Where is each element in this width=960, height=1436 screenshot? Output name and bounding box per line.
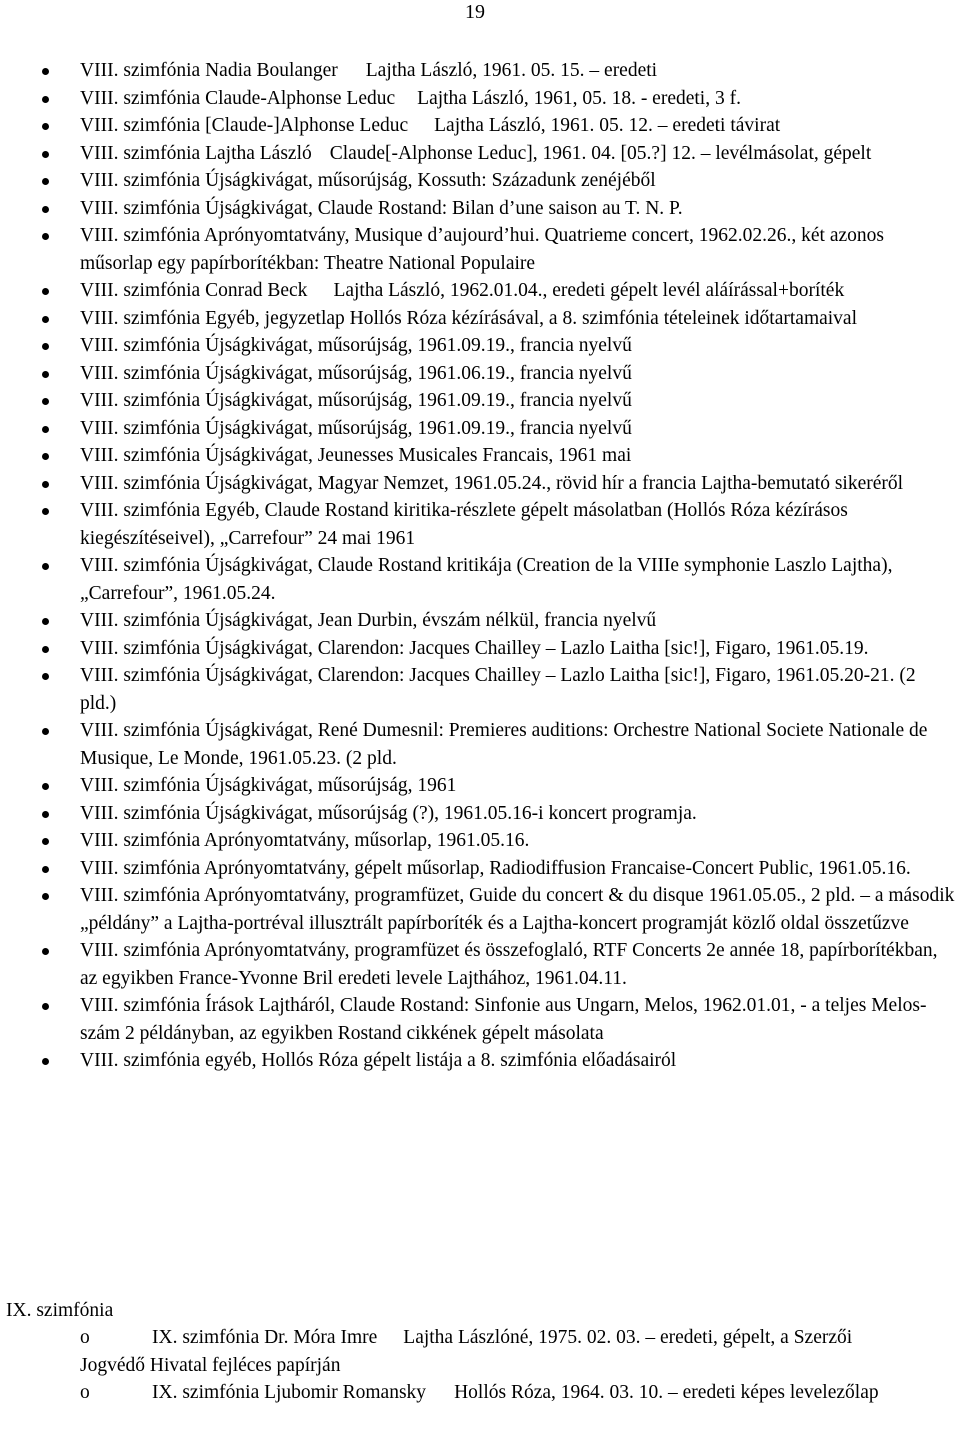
item-text: VIII. szimfónia Újságkivágat, Jean Durbin, évszám nélkül, francia nyelvű <box>80 610 657 631</box>
item-text: VIII. szimfónia Conrad Beck <box>80 280 308 301</box>
list-item <box>0 855 960 883</box>
item-text: VIII. szimfónia Aprónyomtatvány, programfüzet és összefoglaló, RTF Concerts 2e année 18, papírborítékban, az egyikben France-Yvonne Bril eredeti levele Lajthához, 1961.04.11. <box>80 940 938 989</box>
list-item <box>0 112 960 140</box>
list-item <box>0 360 960 388</box>
list-item <box>0 140 960 168</box>
list-item <box>0 305 960 333</box>
list-item <box>0 497 960 552</box>
list-item <box>0 717 960 772</box>
section-heading: IX. szimfónia <box>6 1300 114 1321</box>
item-text: VIII. szimfónia Aprónyomtatvány, Musique d’aujourd’hui. Quatrieme concert, 1962.02.26., két azonos műsorlap egy papírborítékban: Theatre National Populaire <box>80 225 884 274</box>
item-text-cont: Lajtha László, 1961, 05. 18. - eredeti, 3 f. <box>417 87 741 109</box>
item-text-cont: Lajtha Lászlóné, 1975. 02. 03. – eredeti, gépelt, a Szerzői Jogvédő Hivatal fejléces papírján <box>80 1327 853 1376</box>
list-item <box>0 167 960 195</box>
list-item <box>0 882 960 937</box>
bullet-list <box>0 57 960 1075</box>
item-text: VIII. szimfónia Újságkivágat, Clarendon: Jacques Chailley – Lazlo Laitha [sic!], Figaro, 1961.05.19. <box>80 637 869 659</box>
item-text: VIII. szimfónia Újságkivágat, műsorújság, 1961.09.19., francia nyelvű <box>80 335 632 356</box>
list-item <box>0 442 960 470</box>
item-text: VIII. szimfónia Claude-Alphonse Leduc <box>80 87 396 109</box>
item-text-cont: Lajtha László, 1961. 05. 15. – eredeti <box>365 60 658 81</box>
item-text: VIII. szimfónia Egyéb, jegyzetlap Hollós Róza kézírásával, a 8. szimfónia tételeinek időtartamaival <box>80 307 858 329</box>
sub-list-item <box>0 1379 960 1407</box>
item-text: VIII. szimfónia Újságkivágat, René Dumesnil: Premieres auditions: Orchestre National Societe Nationale de Musique, Le Monde, 1961.05.23. (2 pld. <box>80 720 928 769</box>
list-item <box>0 992 960 1047</box>
item-text-cont: Lajtha László, 1962.01.04., eredeti gépelt levél aláírással+boríték <box>333 280 845 301</box>
item-text: VIII. szimfónia Újságkivágat, műsorújság, 1961.09.19., francia nyelvű <box>80 390 632 411</box>
list-item <box>0 195 960 223</box>
item-text: VIII. szimfónia Nadia Boulanger <box>80 60 338 81</box>
item-text: VIII. szimfónia egyéb, Hollós Róza gépelt listája a 8. szimfónia előadásairól <box>80 1050 677 1071</box>
list-item <box>0 827 960 855</box>
list-item <box>0 800 960 828</box>
item-text: VIII. szimfónia Lajtha László <box>80 142 312 164</box>
item-text: VIII. szimfónia Újságkivágat, műsorújság, 1961.06.19., francia nyelvű <box>80 362 632 384</box>
item-text: IX. szimfónia Ljubomir Romansky <box>152 1382 427 1403</box>
list-item <box>0 57 960 85</box>
list-item <box>0 662 960 717</box>
list-item <box>0 772 960 800</box>
item-text: VIII. szimfónia Újságkivágat, Claude Rostand: Bilan d’une saison au T. N. P. <box>80 197 683 219</box>
list-item <box>0 937 960 992</box>
list-item <box>0 277 960 305</box>
item-text: VIII. szimfónia [Claude-]Alphonse Leduc <box>80 115 409 136</box>
item-text: IX. szimfónia Dr. Móra Imre <box>152 1327 378 1348</box>
item-text: VIII. szimfónia Egyéb, Claude Rostand kiritika-részlete gépelt másolatban (Hollós Róza kézírásos kiegészítéseivel), „Carrefour” 24 mai 1961 <box>80 500 848 549</box>
item-text: VIII. szimfónia Aprónyomtatvány, programfüzet, Guide du concert & du disque 1961.05.05., 2 pld. – a második „példány” a Lajtha-portréval illusztrált papírboríték és a Lajtha-koncert programját közlő oldal összetűzve <box>80 885 955 934</box>
item-text: VIII. szimfónia Újságkivágat, műsorújság, 1961 <box>80 775 457 796</box>
list-item <box>0 85 960 113</box>
list-item <box>0 552 960 607</box>
item-text: VIII. szimfónia Újságkivágat, Claude Rostand kritikája (Creation de la VIIIe symphonie Laszlo Lajtha), „Carrefour”, 1961.05.24. <box>80 555 893 604</box>
list-item <box>0 387 960 415</box>
list-item <box>0 415 960 443</box>
item-text: VIII. szimfónia Aprónyomtatvány, műsorlap, 1961.05.16. <box>80 830 530 851</box>
circle-marker-icon: o <box>80 1327 90 1348</box>
list-item <box>0 1047 960 1075</box>
item-text-cont: Claude[-Alphonse Leduc], 1961. 04. [05.?] 12. – levélmásolat, gépelt <box>329 142 872 164</box>
page-number: 19 <box>465 1 485 23</box>
item-text: VIII. szimfónia Újságkivágat, Magyar Nemzet, 1961.05.24., rövid hír a francia Lajtha-bemutató sikeréről <box>80 472 904 494</box>
circle-marker-icon: o <box>80 1382 90 1403</box>
list-item <box>0 332 960 360</box>
item-text-cont: Lajtha László, 1961. 05. 12. – eredeti távirat <box>434 115 781 136</box>
list-item <box>0 635 960 663</box>
sub-list <box>0 1324 960 1407</box>
sub-list-item <box>0 1324 960 1379</box>
item-text: VIII. szimfónia Újságkivágat, Clarendon: Jacques Chailley – Lazlo Laitha [sic!], Figaro, 1961.05.20-21. (2 pld.) <box>80 665 916 714</box>
item-text: VIII. szimfónia Aprónyomtatvány, gépelt műsorlap, Radiodiffusion Francaise-Concert Public, 1961.05.16. <box>80 857 911 879</box>
item-text-cont: Hollós Róza, 1964. 03. 10. – eredeti képes levelezőlap <box>454 1382 879 1403</box>
list-item <box>0 607 960 635</box>
list-item <box>0 222 960 277</box>
item-text: VIII. szimfónia Újságkivágat, műsorújság, 1961.09.19., francia nyelvű <box>80 417 632 439</box>
item-text: VIII. szimfónia Újságkivágat, műsorújság (?), 1961.05.16-i koncert programja. <box>80 802 697 824</box>
item-text: VIII. szimfónia Írások Lajtháról, Claude Rostand: Sinfonie aus Ungarn, Melos, 1962.01.01, - a teljes Melos-szám 2 példányban, az egyikben Rostand cikkének gépelt másolata <box>80 995 927 1044</box>
item-text: VIII. szimfónia Újságkivágat, Jeunesses Musicales Francais, 1961 mai <box>80 445 632 466</box>
item-text: VIII. szimfónia Újságkivágat, műsorújság, Kossuth: Századunk zenéjéből <box>80 170 656 191</box>
list-item <box>0 470 960 498</box>
